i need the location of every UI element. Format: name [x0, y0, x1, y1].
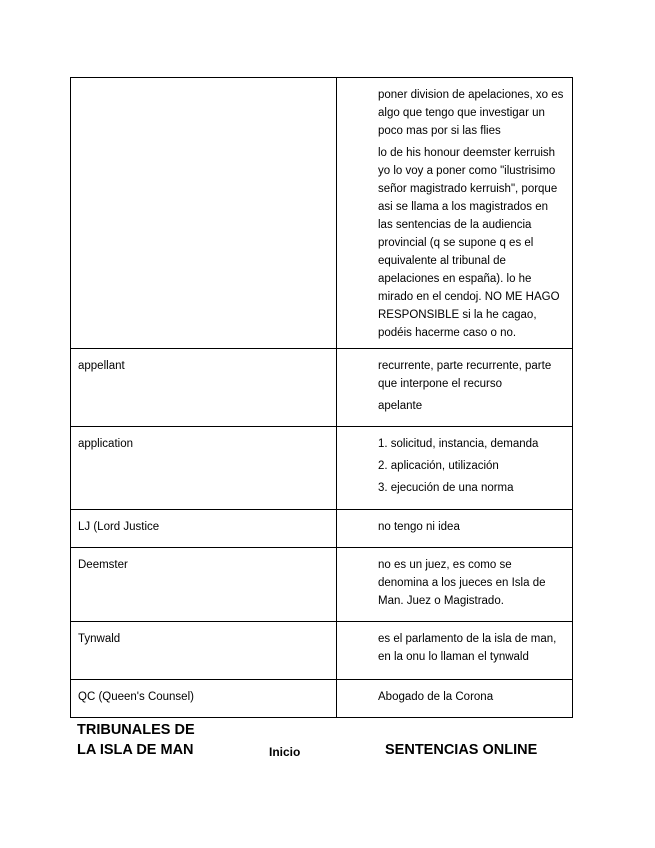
glossary-table: [70, 77, 573, 718]
site-title-line2: LA ISLA DE MAN: [77, 742, 194, 758]
term-cell: Tynwald: [71, 622, 337, 680]
term-cell: QC (Queen's Counsel): [71, 680, 337, 718]
table-row: [71, 510, 573, 548]
footer-nav: [77, 720, 577, 770]
definition-text: apelante: [378, 400, 423, 412]
definition-text: es el parlamento de la isla de man, en la onu lo llaman el tynwald: [378, 633, 557, 663]
table-row: [71, 349, 573, 427]
definition-text: poner division de apelaciones, xo es algo que tengo que investigar un poco mas por si las flies: [378, 89, 564, 137]
definition-cell: [337, 78, 573, 349]
definition-text: recurrente, parte recurrente, parte que interpone el recurso: [378, 360, 552, 390]
definition-text: 2. aplicación, utilización: [378, 460, 499, 472]
home-link[interactable]: Inicio: [269, 745, 301, 759]
term-cell: LJ (Lord Justice: [71, 510, 337, 548]
definition-cell: [337, 510, 573, 548]
definition-text: 1. solicitud, instancia, demanda: [378, 438, 539, 450]
table-row: [71, 427, 573, 510]
table-row: [71, 78, 573, 349]
definition-cell: [337, 349, 573, 427]
table-row: [71, 622, 573, 680]
definition-text: no tengo ni idea: [378, 521, 460, 533]
definition-cell: [337, 427, 573, 510]
definition-cell: [337, 622, 573, 680]
definition-text: 3. ejecución de una norma: [378, 482, 514, 494]
table-row: [71, 680, 573, 718]
definition-cell: [337, 680, 573, 718]
term-cell: [71, 78, 337, 349]
term-cell: Deemster: [71, 548, 337, 622]
site-title-line1: TRIBUNALES DE: [77, 722, 195, 738]
definition-text: no es un juez, es como se denomina a los jueces en Isla de Man. Juez o Magistrado.: [378, 559, 546, 607]
term-cell: application: [71, 427, 337, 510]
site-title: [77, 720, 195, 760]
definition-text: lo de his honour deemster kerruish yo lo voy a poner como "ilustrisimo señor magistrado kerruish", porque asi se llama a los magistrados en las sentencias de la audiencia provincial (q se supone q es el equivalente al tribunal de apelaciones en españa). lo he mirado en el cendoj. NO ME HAGO RESPONSIBLE si la he cagao, podéis hacerme caso o no.: [378, 147, 560, 339]
definition-text: Abogado de la Corona: [378, 691, 494, 703]
table-row: [71, 548, 573, 622]
online-judgments-link[interactable]: SENTENCIAS ONLINE: [385, 742, 538, 758]
definition-cell: [337, 548, 573, 622]
term-cell: appellant: [71, 349, 337, 427]
